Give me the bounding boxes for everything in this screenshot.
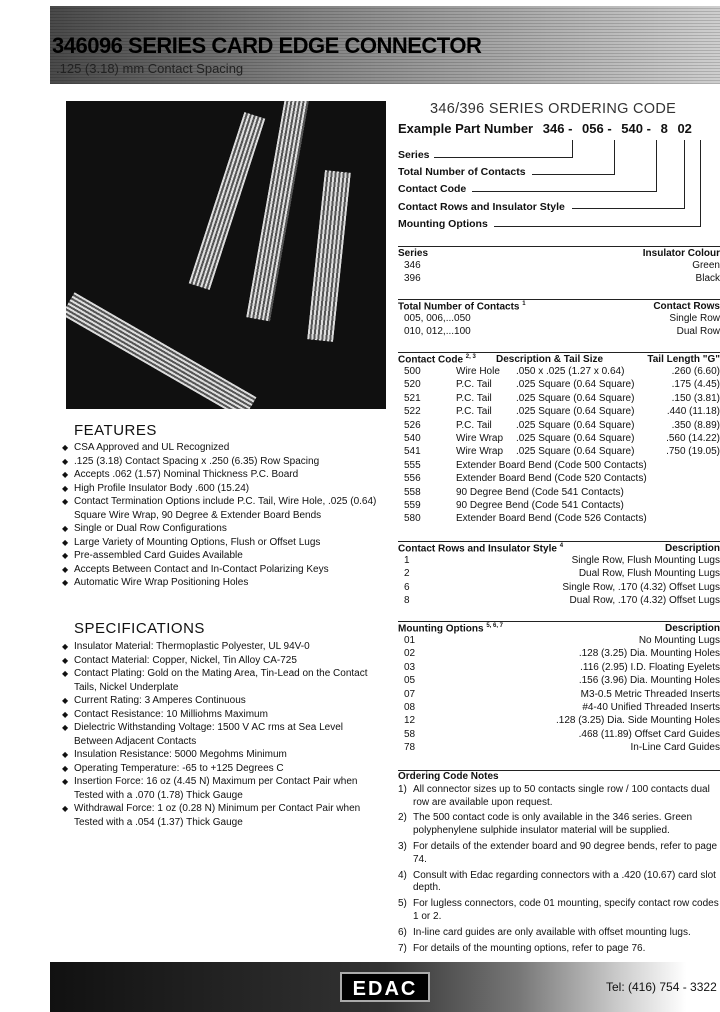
list-item: ◆ Pre-assembled Card Guides Available — [62, 549, 382, 563]
list-item: ◆ Insulation Resistance: 5000 Megohms Minimum — [62, 748, 382, 762]
table-row: 555 Extender Board Bend (Code 500 Contacts) — [404, 459, 647, 471]
table-row: 12 .128 (3.25) Dia. Side Mounting Holes — [404, 715, 720, 727]
series-header: Series — [398, 248, 429, 259]
note-item: 3) For details of the extender board and 90 degree bends, refer to page 74. — [398, 840, 718, 865]
ordering-notes — [398, 770, 720, 958]
page-subtitle: .125 (3.18) mm Contact Spacing — [56, 61, 244, 76]
notes-header: Ordering Code Notes — [398, 770, 720, 784]
table-row: 01 No Mounting Lugs — [404, 635, 720, 646]
list-item: ◆ Insulator Material: Thermoplastic Polyester, UL 94V-0 — [62, 640, 382, 654]
leader-line — [700, 140, 701, 227]
table-row: 526 P.C. Tail .025 Square (0.64 Square) .350 (8.89) — [404, 419, 720, 431]
contacts-header: Total Number of Contacts — [398, 301, 520, 313]
list-item: ◆ Contact Plating: Gold on the Mating Area, Tin-Lead on the Contact Tails, Nickel Underplate — [62, 667, 382, 694]
page-title: 346096 SERIES CARD EDGE CONNECTOR — [52, 33, 482, 58]
series-section — [398, 246, 720, 286]
connector-image — [307, 170, 351, 342]
leader-line — [684, 140, 685, 209]
example-code-rows: 8 — [660, 121, 668, 136]
list-item: ◆ Single or Dual Row Configurations — [62, 522, 382, 536]
note-item: 7) For details of the mounting options, refer to page 76. — [398, 942, 646, 954]
table-row: 559 90 Degree Bend (Code 541 Contacts) — [404, 499, 624, 511]
description-header: Description & Tail Size — [496, 354, 604, 365]
note-item: 5) For lugless connectors, code 01 mounting, specify contact row codes 1 or 2. — [398, 898, 719, 922]
list-item: ◆ Contact Termination Options include P.C. Tail, Wire Hole, .025 (0.64) Square Wire Wrap, 90 Degree & Extender Board Bends — [62, 495, 382, 522]
rows-style-section: Contact Rows and Insulator Style $^4$ Description 1 Single Row, Flush Mounting Lugs 2 Dual Row, Flush Mounting Lugs 6 Single Row, .170 (4.32) Offset Lugs 8 Dual Row, .170 (4.32) Offset Lugs — [398, 543, 720, 607]
product-photo — [66, 101, 386, 409]
contact-rows-header: Contact Rows — [653, 301, 720, 312]
contacts-section: Total Number of Contacts $^1$ Contact Rows 005, 006,...050 Single Row 010, 012,...100 Dual Row — [398, 301, 720, 338]
leader-line — [494, 226, 700, 227]
list-item: ◆ Automatic Wire Wrap Positioning Holes — [62, 576, 382, 590]
connector-image — [66, 292, 256, 409]
telephone-number: Tel: (416) 754 - 3322 — [606, 980, 717, 994]
table-row: 558 90 Degree Bend (Code 541 Contacts) — [404, 486, 624, 498]
list-item: ◆ Contact Material: Copper, Nickel, Tin Alloy CA-725 — [62, 654, 382, 668]
table-row: 6 Single Row, .170 (4.32) Offset Lugs — [404, 581, 720, 593]
table-row: 2 Dual Row, Flush Mounting Lugs — [404, 568, 720, 580]
table-row: 58 .468 (11.89) Offset Card Guides — [404, 728, 720, 740]
table-row: 396 Black — [404, 273, 720, 285]
table-row: 522 P.C. Tail .025 Square (0.64 Square) .440 (11.18) — [404, 406, 720, 418]
list-item: ◆ Operating Temperature: -65 to +125 Degrees C — [62, 762, 382, 776]
list-item: ◆ Large Variety of Mounting Options, Flush or Offset Lugs — [62, 536, 382, 550]
table-row: 03 .116 (2.95) I.D. Floating Eyelets — [404, 661, 720, 673]
list-item: ◆ Accepts Between Contact and In-Contact Polarizing Keys — [62, 563, 382, 577]
list-item: ◆ .125 (3.18) Contact Spacing x .250 (6.35) Row Spacing — [62, 455, 382, 469]
leader-line — [472, 191, 656, 192]
table-row: 580 Extender Board Bend (Code 526 Contacts) — [404, 513, 647, 525]
example-code-contacts: 056 — [582, 121, 604, 136]
ordering-title: 346/396 SERIES ORDERING CODE — [430, 101, 677, 117]
table-row: 520 P.C. Tail .025 Square (0.64 Square) .175 (4.45) — [404, 379, 720, 391]
insulator-colour-header: Insulator Colour — [642, 248, 720, 259]
list-item: ◆ CSA Approved and UL Recognized — [62, 441, 382, 455]
table-row: 541 Wire Wrap .025 Square (0.64 Square) .750 (19.05) — [404, 446, 720, 458]
mounting-section: Mounting Options $^{5, 6, 7}$ Description 01 No Mounting Lugs 02 .128 (3.25) Dia. Mounting Holes 03 .116 (2.95) I.D. Floating Eyelets 05 .156 (3.96) Dia. Mounting Holes 07 M3-0.5 Metric Threaded Inserts 08 #4-40 Unified Threaded Inserts 12 .128 (3.25) Dia. Side Mounting Holes 58 .468 (11.89) Offset Card Guides 78 In-Line Card Guides — [398, 623, 720, 754]
list-item: ◆ Insertion Force: 16 oz (4.45 N) Maximum per Contact Pair when Tested with a .070 (1.78) Thick Gauge — [62, 775, 382, 802]
list-item: ◆ Contact Resistance: 10 Milliohms Maximum — [62, 708, 382, 722]
table-row: 8 Dual Row, .170 (4.32) Offset Lugs — [404, 595, 720, 607]
field-label-contact-code: Contact Code — [398, 183, 467, 195]
example-code-mounting: 02 — [677, 121, 692, 136]
contact-code-header: Contact Code — [398, 354, 463, 366]
table-row: 521 P.C. Tail .025 Square (0.64 Square) .150 (3.81) — [404, 392, 720, 404]
mounting-header: Mounting Options — [398, 623, 484, 635]
leader-line — [532, 174, 614, 175]
leader-line — [572, 140, 573, 158]
table-row: 556 Extender Board Bend (Code 520 Contacts) — [404, 473, 647, 485]
list-item: ◆ Withdrawal Force: 1 oz (0.28 N) Minimum per Contact Pair when Tested with a .054 (1.37) Thick Gauge — [62, 802, 382, 829]
table-row: 05 .156 (3.96) Dia. Mounting Holes — [404, 675, 720, 687]
rows-style-header: Contact Rows and Insulator Style — [398, 543, 557, 555]
table-row: 540 Wire Wrap .025 Square (0.64 Square) .560 (14.22) — [404, 432, 720, 444]
list-item: ◆ High Profile Insulator Body .600 (15.24) — [62, 482, 382, 496]
connector-image — [189, 112, 266, 290]
note-item: 4) Consult with Edac regarding connectors with a .420 (10.67) card slot depth. — [398, 869, 716, 894]
table-row: 08 #4-40 Unified Threaded Inserts — [404, 701, 720, 713]
table-row: 78 In-Line Card Guides — [404, 742, 720, 754]
table-row: 500 Wire Hole .050 x .025 (1.27 x 0.64) .260 (6.60) — [404, 366, 720, 377]
table-row: 005, 006,...050 Single Row — [404, 313, 720, 324]
tail-length-header: Tail Length "G" — [647, 354, 720, 365]
specifications-list — [62, 640, 382, 829]
field-label-mounting: Mounting Options — [398, 218, 488, 230]
field-label-contacts: Total Number of Contacts — [398, 166, 526, 178]
note-item: 2) The 500 contact code is only available in the 346 series. Green polyphenylene sulphide insulator material will be supplied. — [398, 812, 693, 837]
leader-line — [614, 140, 615, 175]
mounting-description-header: Description — [664, 623, 720, 634]
features-heading: FEATURES — [74, 422, 157, 439]
example-part-number: Example Part Number 346 - 056 - 540 - 8 02 — [398, 121, 692, 136]
contact-code-section: Contact Code $^{2, 3}$ Description & Tail Size Tail Length "G" 500 Wire Hole .050 x .025 (1.27 x 0.64) .260 (6.60) 520 P.C. Tail .025 Square (0.64 Square) .175 (4.45) 521 P.C. Tail .025 Square (0.64 Square) .150 (3.81) 522 P.C. Tail .025 Square (0.64 Square) .440 (11.18) 526 P.C. Tail .025 Square (0.64 Square) .350 (8.89) 540 Wire Wrap .025 Square (0.64 Square) .560 (14.22) 541 Wire Wrap .025 Square (0.64 Square) .750 (19.05) 555 Extender Board Bend (Code 500 Contacts) 556 Extender Board Bend (Code 520 Contacts) 558 90 Degree Bend (Code 541 Contacts) 559 90 Degree Bend (Code 541 Contacts) 580 Extender Board Bend (Code 526 Contacts) — [398, 354, 720, 525]
table-row: 346 Green — [404, 260, 720, 271]
leader-line — [572, 208, 684, 209]
list-item: ◆ Dielectric Withstanding Voltage: 1500 V AC rms at Sea Level Between Adjacent Contacts — [62, 721, 382, 748]
leader-line — [434, 157, 572, 158]
example-code-series: 346 — [542, 121, 565, 136]
table-row: 07 M3-0.5 Metric Threaded Inserts — [404, 688, 720, 700]
list-item: ◆ Accepts .062 (1.57) Nominal Thickness P.C. Board — [62, 468, 382, 482]
table-row: 1 Single Row, Flush Mounting Lugs — [404, 555, 720, 566]
list-item: ◆ Current Rating: 3 Amperes Continuous — [62, 694, 382, 708]
example-label: Example Part Number — [398, 121, 534, 136]
table-row: 010, 012,...100 Dual Row — [404, 326, 720, 338]
specifications-heading: SPECIFICATIONS — [74, 620, 205, 637]
example-code-contact-code: 540 — [621, 121, 643, 136]
rows-description-header: Description — [664, 543, 720, 554]
table-row: 02 .128 (3.25) Dia. Mounting Holes — [404, 648, 720, 660]
leader-line — [656, 140, 657, 192]
field-label-rows: Contact Rows and Insulator Style — [398, 201, 565, 213]
field-label-series: Series — [398, 149, 430, 161]
features-list — [62, 441, 382, 590]
note-item: 6) In-line card guides are only available with offset mounting lugs. — [398, 926, 691, 938]
company-logo: EDAC — [340, 972, 430, 1002]
note-item: 1) All connector sizes up to 50 contacts single row / 100 contacts dual row are available upon request. — [398, 783, 710, 808]
